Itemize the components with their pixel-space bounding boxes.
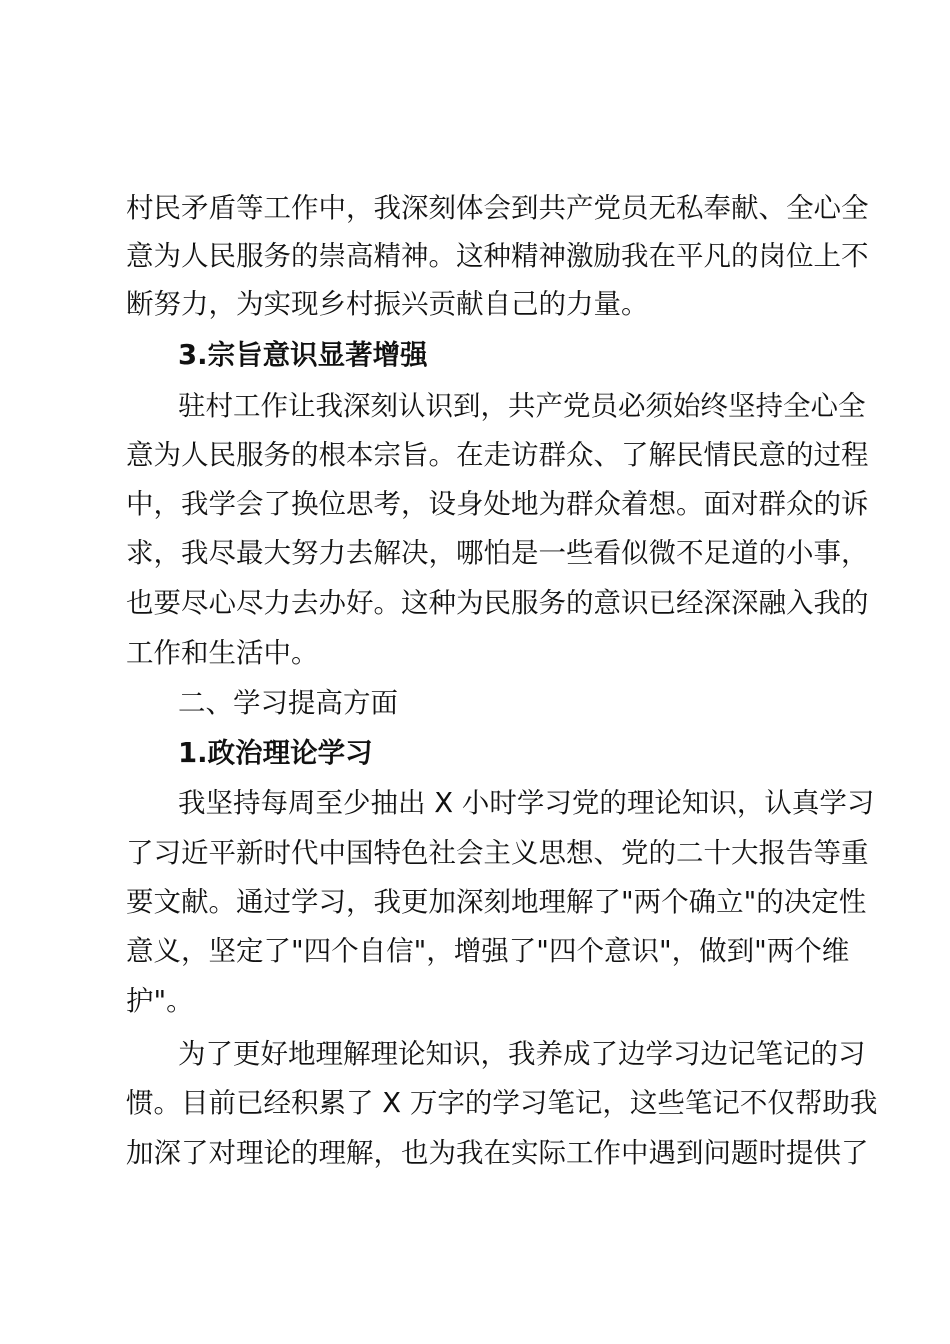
paragraph-line: 工作和生活中。 bbox=[126, 637, 319, 669]
paragraph-line: 惯。目前已经积累了 X 万字的学习笔记，这些笔记不仅帮助我 bbox=[126, 1087, 878, 1119]
paragraph-line: 村民矛盾等工作中，我深刻体会到共产党员无私奉献、全心全 bbox=[126, 192, 869, 224]
paragraph-line: 了习近平新时代中国特色社会主义思想、党的二十大报告等重 bbox=[126, 837, 869, 869]
paragraph-line: 意为人民服务的根本宗旨。在走访群众、了解民情民意的过程 bbox=[126, 439, 869, 471]
paragraph-line: 意为人民服务的崇高精神。这种精神激励我在平凡的岗位上不 bbox=[126, 240, 869, 272]
paragraph-line: 我坚持每周至少抽出 X 小时学习党的理论知识，认真学习 bbox=[178, 787, 875, 819]
paragraph-line: 驻村工作让我深刻认识到，共产党员必须始终坚持全心全 bbox=[178, 390, 866, 422]
paragraph-line: 加深了对理论的理解，也为我在实际工作中遇到问题时提供了 bbox=[126, 1137, 869, 1169]
paragraph-line: 求，我尽最大努力去解决，哪怕是一些看似微不足道的小事， bbox=[126, 537, 869, 569]
section-heading-study: 二、学习提高方面 bbox=[178, 687, 398, 719]
paragraph-line: 要文献。通过学习，我更加深刻地理解了"两个确立"的决定性 bbox=[126, 886, 867, 918]
paragraph-line: 为了更好地理解理论知识，我养成了边学习边记笔记的习 bbox=[178, 1038, 866, 1070]
paragraph-line: 中，我学会了换位思考，设身处地为群众着想。面对群众的诉 bbox=[126, 488, 869, 520]
paragraph-line: 断努力，为实现乡村振兴贡献自己的力量。 bbox=[126, 288, 649, 320]
paragraph-line: 也要尽心尽力去办好。这种为民服务的意识已经深深融入我的 bbox=[126, 587, 869, 619]
subheading-political-theory: 1.政治理论学习 bbox=[178, 737, 373, 769]
paragraph-line: 意义，坚定了"四个自信"，增强了"四个意识"，做到"两个维 bbox=[126, 935, 850, 967]
paragraph-line: 护"。 bbox=[126, 985, 194, 1017]
subheading-purpose-awareness: 3.宗旨意识显著增强 bbox=[178, 339, 428, 371]
